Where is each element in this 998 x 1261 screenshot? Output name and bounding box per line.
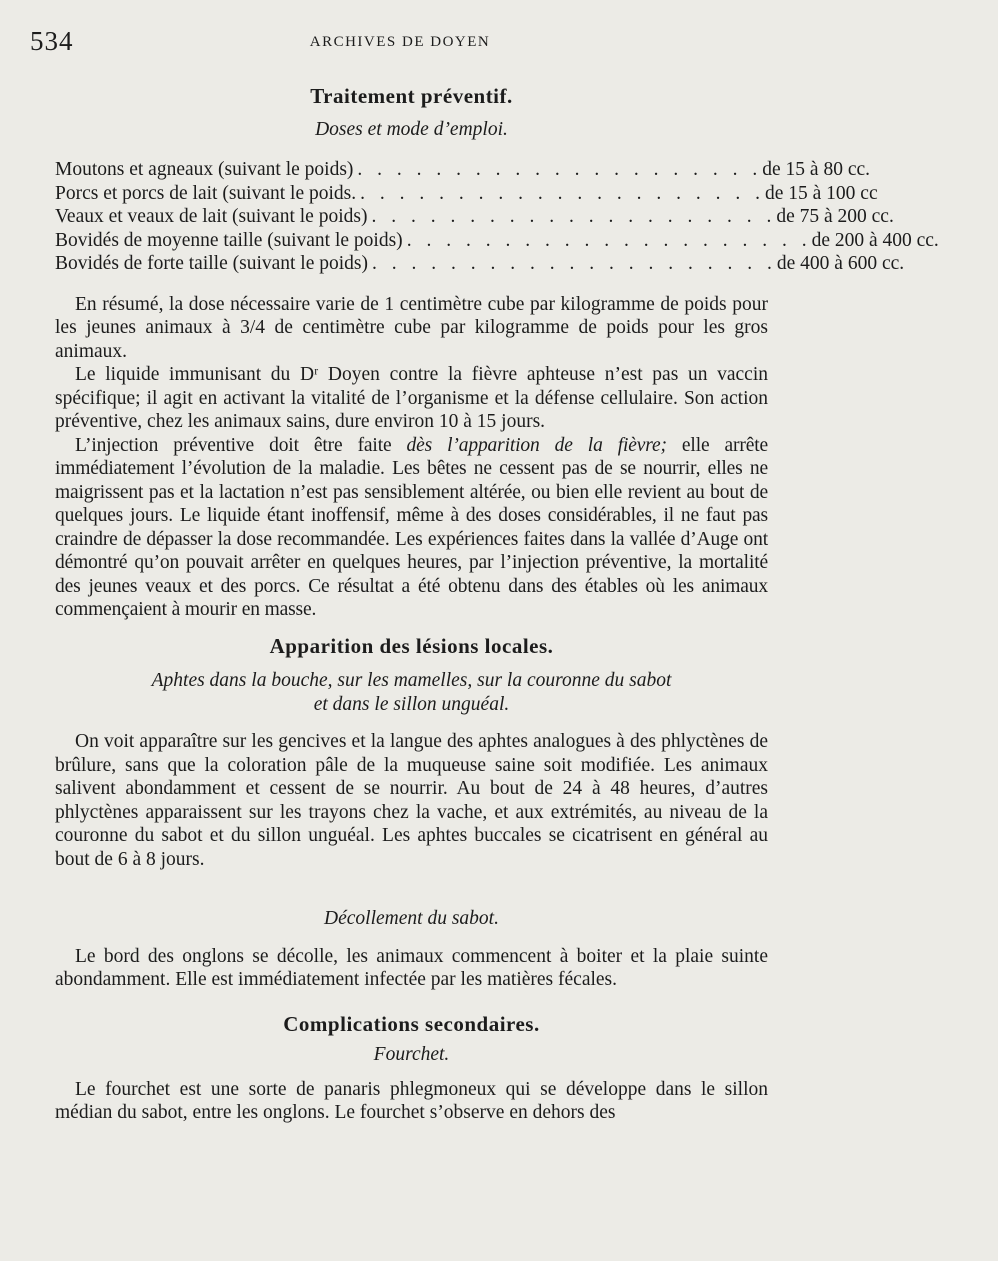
subtitle-doses: Doses et mode d’emploi. [315, 118, 508, 140]
subtitle-aphtes-line2: et dans le sillon unguéal. [313, 693, 510, 715]
running-title: ARCHIVES DE DOYEN [309, 34, 491, 50]
section-title-complications: Complications secondaires. [283, 1011, 540, 1036]
dose-animal: Veaux et veaux de lait (suivant le poids) [55, 206, 368, 228]
section-title-traitement: Traitement préventif. [310, 84, 513, 108]
dot-leader: . . . . . . . . . . . . . . . . . . . . . [406, 229, 812, 251]
dot-leader: . . . . . . . . . . . . . . . . . . . . . [357, 159, 763, 180]
dose-animal: Porcs et porcs de lait (suivant le poids. [55, 182, 357, 204]
paragraph-fourchet: Le fourchet est une sorte de panaris phlegmoneux qui se développe dans le sillon médian du sabot, entre les onglons. Le fourchet s’observe en dehors des [55, 1078, 768, 1124]
section-title-lesions: Apparition des lésions locales. [269, 633, 554, 658]
paragraph-liquide: Le liquide immunisant du Dʳ Doyen contre la fièvre aphteuse n’est pas un vaccin spécifique; il agit en activant la vitalité de l’organisme et la défense cellulaire. Son action préventive, chez les animaux sains, dure environ 10 à 15 jours. [55, 364, 768, 433]
paragraph-text: elle arrête immédiatement l’évolution de la maladie. Les bêtes ne cessent pas de se nourrir, elles ne maigrissent pas et la lactation n’est pas sensiblement altérée, ou bien elle revient au bout de quelques jours. Le liquide étant inoffensif, même à des doses considérables, il ne faut pas craindre de dépasser la dose recommandée. Les expériences faites dans la vallée d’Auge ont démontré qu’on pouvait arrêter en quelques heures, par l’injection préventive, la mortalité des jeunes veaux et des porcs. Ce résultat a été obtenu dans des étables où les animaux commençaient à mourir en masse. [55, 434, 768, 621]
paragraph-resume: En résumé, la dose nécessaire varie de 1 centimètre cube par kilogramme de poids pour les jeunes animaux à 3/4 de centimètre cube par kilogramme de poids pour les gros animaux. [55, 293, 768, 362]
dose-animal: Moutons et agneaux (suivant le poids) [55, 159, 354, 180]
dose-range: de 15 à 80 cc. [762, 159, 871, 180]
subtitle-aphtes-line1: Aphtes dans la bouche, sur les mamelles, sur la couronne du sabot [151, 670, 672, 692]
running-head [0, 26, 800, 56]
dose-range: de 75 à 200 cc. [776, 206, 894, 228]
paragraph-onglons: Le bord des onglons se décolle, les animaux commencent à boiter et la plaie suinte abondamment. Elle est immédiatement infectée par les matières fécales. [55, 945, 768, 991]
paragraph-aphtes: On voit apparaître sur les gencives et la langue des aphtes analogues à des phlyctènes de brûlure, sans que la coloration pâle de la muqueuse saine soit modifiée. Les animaux salivent abondamment et cessent de se nourrir. Au bout de 24 à 48 heures, d’autres phlyctènes apparaissent sur les trayons chez la vache, et aux extrémités, au niveau de la couronne du sabot et du sillon unguéal. Les aphtes buccales se cicatrisent en général au bout de 6 à 8 jours. [55, 731, 768, 870]
dose-row [55, 158, 871, 182]
dose-range: de 400 à 600 cc. [776, 253, 905, 275]
page-content [55, 84, 939, 1125]
subtitle-fourchet: Fourchet. [373, 1044, 450, 1066]
dose-row [55, 182, 878, 206]
paragraph-text: L’injection préventive doit être faite [75, 434, 407, 456]
dose-animal: Bovidés de forte taille (suivant le poids) [55, 253, 369, 275]
dose-animal: Bovidés de moyenne taille (suivant le poids) [55, 229, 403, 251]
dose-row [55, 252, 905, 276]
subtitle-decollement: Décollement du sabot. [324, 908, 499, 930]
dose-row [55, 229, 939, 253]
dot-leader: . . . . . . . . . . . . . . . . . . . . . [360, 182, 765, 204]
dot-leader: . . . . . . . . . . . . . . . . . . . . . [372, 253, 777, 275]
dose-table [55, 158, 939, 276]
dot-leader: . . . . . . . . . . . . . . . . . . . . . [371, 206, 777, 228]
emphasis-text: dès l’apparition de la fièvre; [406, 434, 667, 456]
dose-row [55, 205, 894, 229]
page-number: 534 [30, 26, 74, 56]
paragraph-injection [55, 434, 768, 622]
dose-range: de 15 à 100 cc [764, 182, 878, 204]
dose-range: de 200 à 400 cc. [811, 229, 939, 251]
